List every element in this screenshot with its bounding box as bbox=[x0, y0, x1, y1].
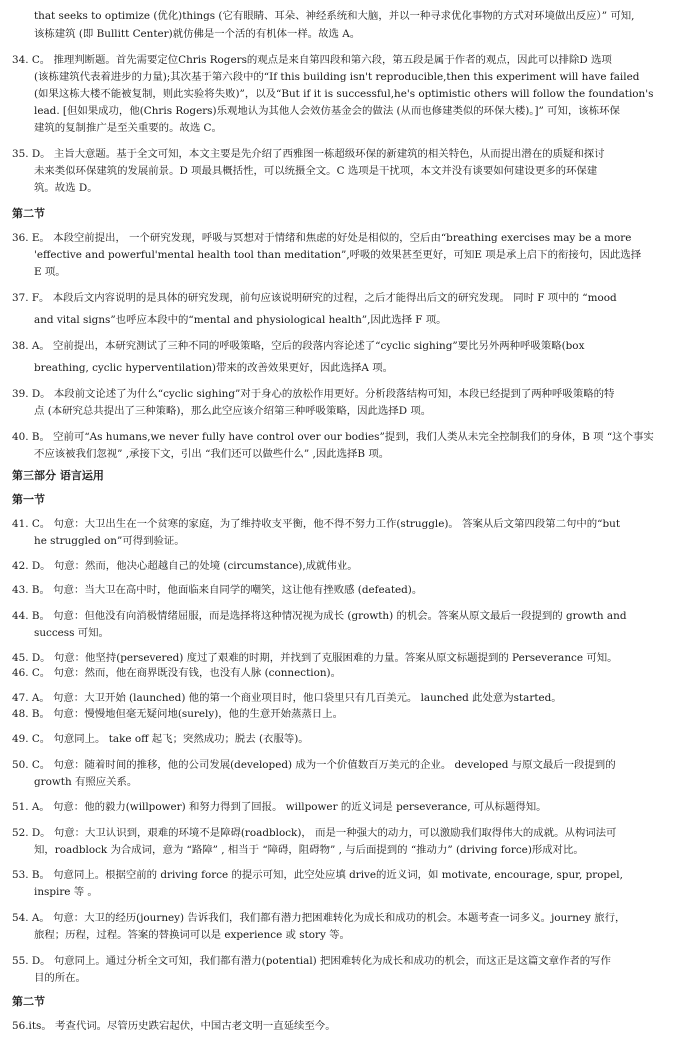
text-line: 知，roadblock 为合成词，意为 “路障” , 相当于 “障碍，阻碍物” , 与后面提到的 “推动力” (driving force)形成对比。 bbox=[34, 844, 584, 856]
text-line: breathing, cyclic hyperventilation)带来的改善效果更好，因此选择A 项。 bbox=[34, 362, 393, 374]
section-heading: 第一节 bbox=[12, 493, 45, 506]
text-line: 35. D。 主旨大意题。基于全文可知，本文主要是先介绍了西雅图一栋超级环保的新建筑的相关特色，从而提出潜在的质疑和探讨 bbox=[12, 148, 605, 160]
text-line: 38. A。 空前提出，本研究测试了三种不同的呼吸策略，空后的段落内容论述了“cyclic sighing”要比另外两种呼吸策略(box bbox=[12, 340, 585, 352]
text-line: 未来类似环保建筑的发展前景。D 项最具概括性，可以统摄全文。C 选项是干扰项，本文并没有谈要如何建设更多的环保建 bbox=[34, 165, 598, 177]
text-line: 50. C。 句意：随着时间的推移，他的公司发展(developed) 成为一个价值数百万美元的企业。 developed 与原文最后一段提到的 bbox=[12, 759, 616, 771]
text-line: 48. B。 句意：慢慢地但毫无疑问地(surely)，他的生意开始蒸蒸日上。 bbox=[12, 708, 343, 720]
text-line: 36. E。 本段空前提出， 一个研究发现，呼吸与冥想对于情绪和焦虑的好处是相似的，空后由“breathing exercises may be a more bbox=[12, 232, 632, 244]
text-line: 点 (本研究总共提出了三种策略)，那么此空应该介绍第三种呼吸策略，因此选择D 项。 bbox=[34, 405, 432, 417]
text-line: 51. A。 句意：他的毅力(willpower) 和努力得到了回报。 willpower 的近义词是 perseverance, 可从标题得知。 bbox=[12, 801, 547, 813]
text-line: 54. A。 句意：大卫的经历(journey) 告诉我们，我们都有潜力把困难转化为成长和成功的机会。本题考查一词多义。journey 旅行， bbox=[12, 912, 626, 924]
text-line: 47. A。 句意：大卫开始 (launched) 他的第一个商业项目时，他口袋里只有几百美元。 launched 此处意为started。 bbox=[12, 692, 562, 704]
text-line: 不应该被我们忽视” ,承接下文，引出 “我们还可以做些什么” ,因此选择B 项。 bbox=[34, 448, 390, 460]
section-heading: 第二节 bbox=[12, 207, 45, 220]
text-line: 52. D。 句意：大卫认识到，艰难的环境不是障碍(roadblock)， 而是一种强大的动力，可以激励我们取得伟大的成就。从构词法可 bbox=[12, 827, 617, 839]
text-line: that seeks to optimize (优化)things (它有眼睛、耳朵、神经系统和大脑，并以一种寻求优化事物的方式对环境做出反应）” 可知, bbox=[34, 10, 635, 22]
section-heading: 第三部分 语言运用 bbox=[12, 469, 104, 482]
text-line: 37. F。 本段后文内容说明的是具体的研究发现，前句应该说明研究的过程，之后才能得出后文的研究发现。 同时 F 项中的 “mood bbox=[12, 292, 617, 304]
text-line: 42. D。 句意：然而，他决心超越自己的处境 (circumstance),成就伟业。 bbox=[12, 560, 358, 572]
text-line: 53. B。 句意同上。根据空前的 driving force 的提示可知，此空处应填 drive的近义词，如 motivate, encourage, spur, propel, bbox=[12, 869, 623, 881]
text-line: 建筑的复制推广是至关重要的。故选 C。 bbox=[34, 122, 222, 134]
text-line: he struggled on”可得到验证。 bbox=[34, 535, 185, 547]
text-line: 46. C。 句意：然而，他在商界既没有钱，也没有人脉 (connection)。 bbox=[12, 667, 341, 679]
text-line: 45. D。 句意：他坚持(persevered) 度过了艰难的时期，并找到了克服困难的力量。答案从原文标题提到的 Perseverance 可知。 bbox=[12, 652, 618, 664]
text-line: 'effective and powerful'mental health tool than meditation”,呼吸的效果甚至更好，可知E 项是承上启下的衔接句，因此选择 bbox=[34, 249, 642, 261]
text-line: lead. [但如果成功，他(Chris Rogers)乐观地认为其他人会效仿基金会的做法 (从而也修建类似的环保大楼)。]” 可知，该栋环保 bbox=[34, 105, 620, 117]
text-line: 筑。故选 D。 bbox=[34, 182, 98, 194]
text-line: 旅程；历程，过程。答案的替换词可以是 experience 或 story 等。 bbox=[34, 929, 350, 941]
text-line: 40. B。 空前可“As humans,we never fully have control over our bodies”提到，我们人类从未完全控制我们的身体，B 项 “这个事实 bbox=[12, 431, 654, 443]
text-line: 44. B。 句意：但他没有向消极情绪屈服，而是选择将这种情况视为成长 (growth) 的机会。答案从原文最后一段提到的 growth and bbox=[12, 610, 627, 622]
text-line: 该栋建筑 (即 Bullitt Center)就仿佛是一个活的有机体一样。故选 A。 bbox=[34, 28, 361, 40]
text-line: 41. C。 句意：大卫出生在一个贫寒的家庭，为了维持收支平衡，他不得不努力工作(struggle)。 答案从后文第四段第二句中的“but bbox=[12, 518, 621, 530]
text-line: success 可知。 bbox=[34, 627, 109, 639]
text-line: (该栋建筑代表着进步的力量);其次基于第六段中的“If this building isn't reproducible,then this experiment will have failed bbox=[34, 71, 640, 83]
section-heading: 第二节 bbox=[12, 995, 45, 1008]
text-line: 39. D。 本段前文论述了为什么“cyclic sighing”对于身心的放松作用更好。分析段落结构可知，本段已经提到了两种呼吸策略的特 bbox=[12, 388, 615, 400]
text-line: growth 有照应关系。 bbox=[34, 776, 138, 788]
text-line: 43. B。 句意：当大卫在高中时，他面临来自同学的嘲笑，这让他有挫败感 (defeated)。 bbox=[12, 584, 423, 596]
text-line: 49. C。 句意同上。 take off 起飞；突然成功；脱去 (衣服等)。 bbox=[12, 733, 309, 745]
text-line: E 项。 bbox=[34, 266, 66, 278]
text-line: 56.its。 考查代词。尽管历史跌宕起伏，中国古老文明一直延续至今。 bbox=[12, 1020, 336, 1032]
text-line: inspire 等 。 bbox=[34, 886, 98, 898]
text-line: and vital signs”也呼应本段中的“mental and physiological health”,因此选择 F 项。 bbox=[34, 314, 447, 326]
text-line: 34. C。 推理判断题。首先需要定位Chris Rogers的观点是来自第四段和第六段，第五段是属于作者的观点，因此可以排除D 选项 bbox=[12, 54, 612, 66]
text-line: (如果这栋大楼不能被复制，则此实验将失败)”，以及“But if it is successful,he's optimistic others will follow the foundation's bbox=[34, 88, 654, 100]
text-line: 55. D。 句意同上。通过分析全文可知，我们都有潜力(potential) 把困难转化为成长和成功的机会，而这正是这篇文章作者的写作 bbox=[12, 955, 611, 967]
text-line: 目的所在。 bbox=[34, 972, 86, 984]
